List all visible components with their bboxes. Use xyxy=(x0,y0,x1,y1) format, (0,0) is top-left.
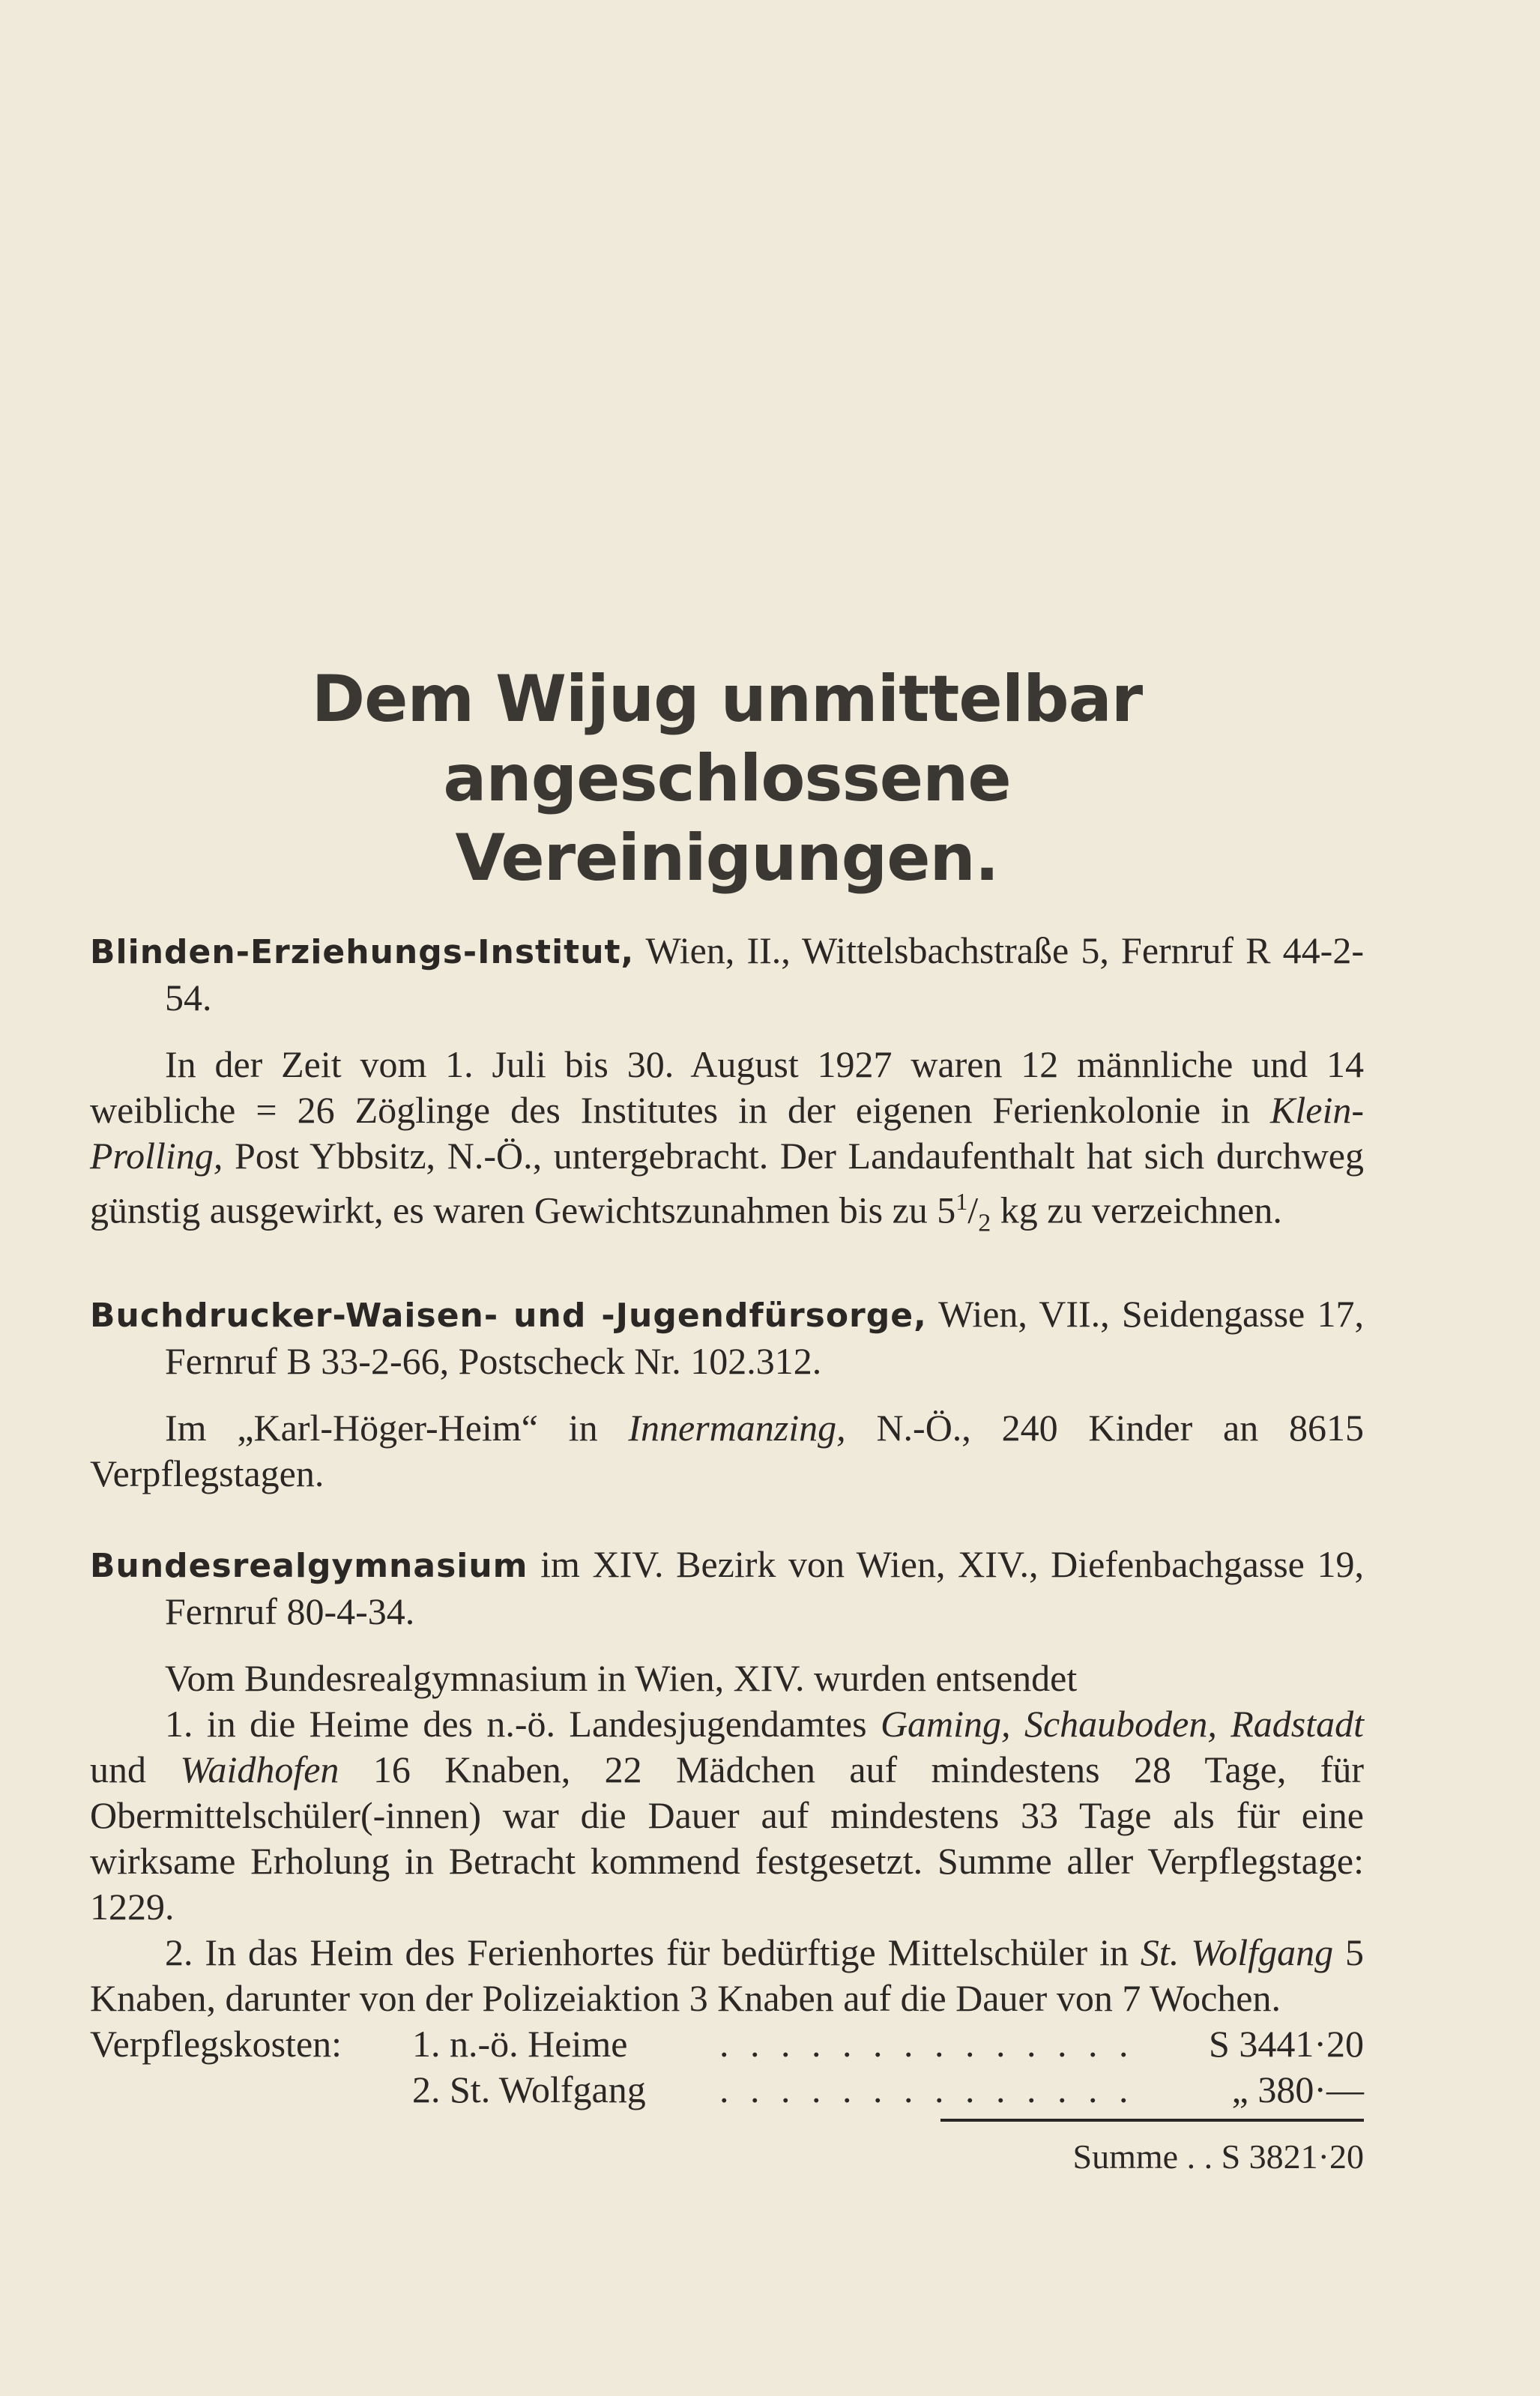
cost-row-1 xyxy=(90,2021,1364,2067)
body-text: N.-Ö., 240 Kinder an 8615 Verpflegstagen. xyxy=(90,1406,1365,1494)
place-name: Klein-Prolling, xyxy=(90,1089,1364,1177)
cost-amount: S 3441·20 xyxy=(1209,2022,1364,2065)
title-line-2: Vereinigungen. xyxy=(455,821,999,896)
org-address: Wien, II., Wittelsbachstraße 5, Fernruf R 44-2-54. xyxy=(165,929,1364,1019)
sum-rule-wrap xyxy=(90,2113,1364,2123)
body-text: 1. in die Heime des n.-ö. Landesjugendamtes xyxy=(165,1702,867,1745)
body-text: kg zu verzeichnen. xyxy=(991,1189,1282,1231)
org-name: Bundesrealgymnasium xyxy=(90,1546,528,1585)
sum-text: Summe . . S 3821·20 xyxy=(1072,2137,1364,2176)
entry-bundesrealgymnasium-item-2 xyxy=(90,1930,1364,2021)
fraction-numerator: 1 xyxy=(955,1188,968,1215)
body-text: 16 Knaben, 22 Mädchen auf mindestens 28 Tage, für Obermittelschüler(-innen) war die Dauer auf mindestens 33 Tage als für eine wirksame Erholung in Betracht kommend festgesetzt. Summe aller Verpflegstage: 1229. xyxy=(90,1748,1365,1928)
org-address: im XIV. Bezirk von Wien, XIV., Diefenbachgasse 19, Fernruf 80-4-34. xyxy=(165,1542,1364,1632)
fraction-denominator: 2 xyxy=(978,1209,991,1237)
body-text: In der Zeit vom 1. Juli bis 30. August 1927 waren 12 männliche und 14 weibliche = 26 Zöglinge des Institutes in der eigenen Ferienkolonie in xyxy=(90,1043,1364,1131)
cost-label: Verpflegskosten: xyxy=(90,2022,342,2065)
cost-item: 1. n.-ö. Heime xyxy=(412,2022,628,2065)
entry-bundesrealgymnasium-intro: Vom Bundesrealgymnasium in Wien, XIV. wurden entsendet xyxy=(165,1656,1078,1699)
cost-amount: „ 380·— xyxy=(1231,2068,1364,2110)
cost-item: 2. St. Wolfgang xyxy=(412,2068,646,2110)
entry-bundesrealgymnasium-heading xyxy=(90,1542,1364,1635)
body-text: Post Ybbsitz, N.-Ö., untergebracht. Der Landaufenthalt hat sich durchweg günstig ausgewirkt, es waren Gewichtszunahmen bis zu 5 xyxy=(90,1135,1364,1231)
cost-row-2 xyxy=(90,2067,1364,2113)
body-text: 2. In das Heim des Ferienhortes für bedürftige Mittelschüler in xyxy=(165,1931,1129,1973)
page-title xyxy=(90,660,1364,898)
place-name: Innermanzing, xyxy=(628,1406,846,1449)
leader-dots: . . . . . . . . . . . . . . xyxy=(719,2022,1135,2065)
sum-rule xyxy=(940,2119,1364,2122)
cost-sum xyxy=(90,2134,1364,2179)
page-content xyxy=(90,660,1364,2179)
org-address: Wien, VII., Seidengasse 17, Fernruf B 33-2-66, Postscheck Nr. 102.312. xyxy=(165,1292,1364,1382)
leader-dots: . . . . . . . . . . . . . . xyxy=(719,2068,1135,2110)
entry-buchdrucker-body xyxy=(90,1405,1364,1497)
place-names: Gaming, Schauboden, Radstadt xyxy=(880,1702,1365,1745)
body-text: 5 Knaben, darunter von der Polizeiaktion 3 Knaben auf die Dauer von 7 Wochen. xyxy=(90,1931,1364,2019)
body-text: und xyxy=(90,1748,146,1790)
entry-bundesrealgymnasium-item-1 xyxy=(90,1701,1364,1930)
entry-blinden-body: In der Zeit vom 1. Juli bis 30. August 1927 waren 12 männliche und 14 weibliche = 26 Zöglinge des Institutes in der eigenen Ferienkolonie in Klein-Prolling, Post Ybbsitz, N.-Ö., untergebracht. Der Landaufenthalt hat sich durchweg günstig ausgewirkt, es waren Gewichtszunahmen bis zu $5^1/_2$ kg zu verzeichnen. xyxy=(90,1043,1364,1237)
org-name: Buchdrucker-Waisen- und -Jugendfürsorge, xyxy=(90,1296,927,1335)
place-name: St. Wolfgang xyxy=(1140,1931,1334,1973)
org-name: Blinden-Erziehungs-Institut, xyxy=(90,933,635,971)
title-line-1: Dem Wijug unmittelbar angeschlossene xyxy=(311,662,1143,816)
body-text: Im „Karl-Höger-Heim“ in xyxy=(165,1406,598,1449)
place-name: Waidhofen xyxy=(180,1748,339,1790)
entry-buchdrucker-heading xyxy=(90,1291,1364,1384)
entry-blinden-heading xyxy=(90,928,1364,1021)
